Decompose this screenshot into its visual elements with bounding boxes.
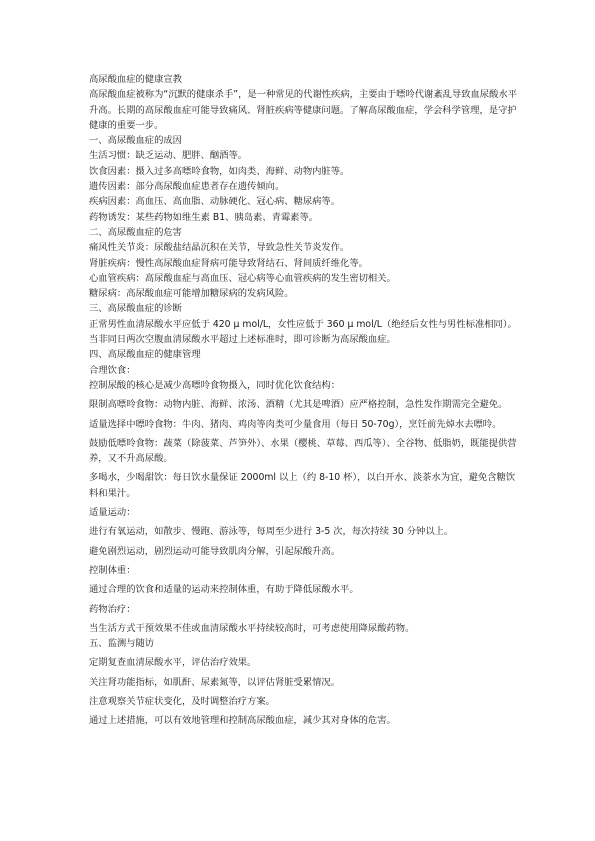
monitoring-item: 关注肾功能指标，如肌酐、尿素氮等，以评估肾脏受累情况。 — [89, 676, 341, 688]
exercise-item: 进行有氧运动，如散步、慢跑、游泳等，每周至少进行 3-5 次，每次持续 30 分钟以上。 — [89, 526, 454, 538]
subheading-diet: 合理饮食： — [89, 364, 136, 376]
harm-item: 痛风性关节炎：尿酸盐结晶沉积在关节，导致急性关节炎发作。 — [89, 242, 350, 254]
section-heading-causes: 一、高尿酸血症的成因 — [89, 135, 182, 147]
harm-item: 糖尿病：高尿酸血症可能增加糖尿病的发病风险。 — [89, 288, 294, 300]
diet-item: 多喝水，少喝甜饮：每日饮水量保证 2000ml 以上（约 8-10 杯），以白开水、淡茶水为宜，避免含糖饮料和果汁。 — [89, 472, 516, 499]
section-heading-harms: 二、高尿酸血症的危害 — [89, 226, 182, 238]
conclusion-paragraph: 通过上述措施，可以有效地管理和控制高尿酸血症，减少其对身体的危害。 — [89, 715, 396, 727]
document-page — [89, 72, 519, 729]
cause-item: 疾病因素：高血压、高血脂、动脉硬化、冠心病、糖尿病等。 — [89, 196, 341, 208]
diet-item: 鼓励低嘌呤食物：蔬菜（除菠菜、芦笋外）、水果（樱桃、草莓、西瓜等）、全谷物、低脂奶，既能提供营养，又不升高尿酸。 — [89, 437, 517, 465]
weight-paragraph: 通过合理的饮食和适量的运动来控制体重，有助于降低尿酸水平。 — [89, 584, 359, 596]
section-heading-diagnosis: 三、高尿酸血症的诊断 — [89, 303, 182, 315]
cause-item: 遗传因素：部分高尿酸血症患者存在遗传倾向。 — [89, 181, 285, 193]
subheading-weight: 控制体重： — [89, 564, 136, 576]
drug-paragraph: 当生活方式干预效果不佳或血清尿酸水平持续较高时，可考虑使用降尿酸药物。 — [89, 622, 415, 634]
cause-item: 饮食因素：摄入过多高嘌呤食物，如肉类、海鲜、动物内脏等。 — [89, 165, 350, 177]
section-heading-management: 四、高尿酸血症的健康管理 — [89, 349, 201, 361]
cause-item: 生活习惯：缺乏运动、肥胖、酗酒等。 — [89, 150, 248, 162]
diet-item: 限制高嘌呤食物：动物内脏、海鲜、浓汤、酒精（尤其是啤酒）应严格控制，急性发作期需完全避免。 — [89, 399, 508, 411]
monitoring-item: 定期复查血清尿酸水平，评估治疗效果。 — [89, 657, 257, 669]
diet-item: 适量选择中嘌呤食物：牛肉、猪肉、鸡肉等肉类可少量食用（每日 50-70g），烹饪前先焯水去嘌呤。 — [89, 418, 502, 430]
subheading-drug: 药物治疗： — [89, 603, 136, 615]
harm-item: 心血管疾病：高尿酸血症与高血压、冠心病等心血管疾病的发生密切相关。 — [89, 272, 396, 284]
section-heading-monitoring: 五、监测与随访 — [89, 638, 155, 650]
document-title: 高尿酸血症的健康宣教 — [89, 74, 182, 85]
exercise-item: 避免剧烈运动，剧烈运动可能导致肌肉分解，引起尿酸升高。 — [89, 545, 341, 557]
subheading-exercise: 适量运动： — [89, 507, 136, 519]
intro-paragraph: 高尿酸血症被称为“沉默的健康杀手”，是一种常见的代谢性疾病，主要由于嘌呤代谢紊乱导致血尿酸水平升高。长期的高尿酸血症可能导致痛风、肾脏疾病等健康问题。了解高尿酸血症，学会科学管理，是守护健康的重要一步。 — [89, 89, 517, 131]
cause-item: 药物诱发：某些药物如维生素 B1、胰岛素、青霉素等。 — [89, 211, 319, 223]
diet-intro: 控制尿酸的核心是减少高嘌呤食物摄入，同时优化饮食结构： — [89, 379, 341, 391]
diagnosis-paragraph: 正常男性血清尿酸水平应低于 420 μ mol/L，女性应低于 360 μ mol/L（绝经后女性与男性标准相同）。当非同日两次空腹血清尿酸水平超过上述标准时，即可诊断为高尿酸血症。 — [89, 318, 517, 346]
harm-item: 肾脏疾病：慢性高尿酸血症肾病可能导致肾结石、肾间质纤维化等。 — [89, 257, 368, 269]
monitoring-item: 注意观察关节症状变化，及时调整治疗方案。 — [89, 695, 275, 707]
